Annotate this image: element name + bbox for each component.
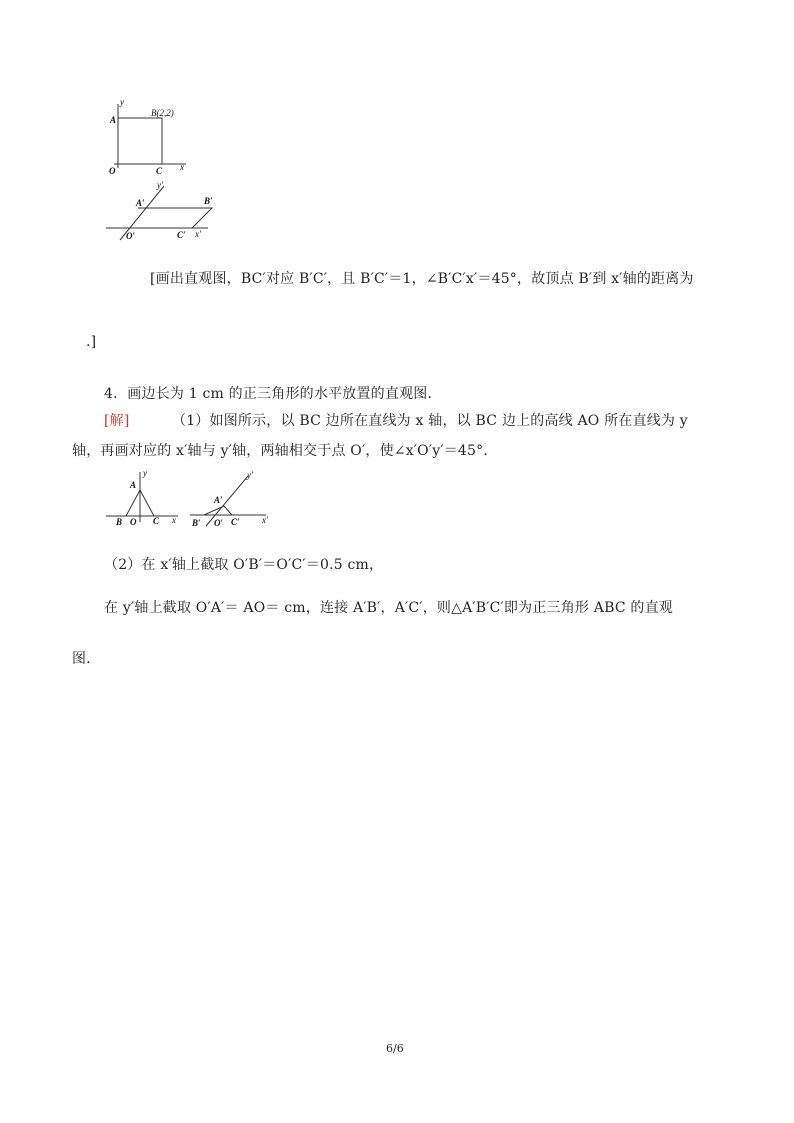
fig2-label-o: O <box>130 517 137 527</box>
fig2-label-y: y <box>143 468 147 478</box>
fig1-label-b2: B′ <box>204 196 213 206</box>
fig1-label-c2: C′ <box>177 230 186 240</box>
fig2-label-c2: C′ <box>231 517 240 527</box>
fig1-label-a2: A′ <box>136 198 145 208</box>
fig2-label-y2: y′ <box>247 470 253 480</box>
fig1-label-o: O <box>109 166 116 176</box>
fig1-label-y2: y′ <box>157 180 163 190</box>
fig2-label-x2: x′ <box>262 515 268 525</box>
figure-square-oblique <box>100 96 230 244</box>
fig1-label-y: y <box>120 97 124 107</box>
para1-line2: .] <box>86 334 97 350</box>
fig2-label-a: A <box>130 480 137 490</box>
para1-line1: [画出直观图，BC′对应 B′C′，且 B′C′＝1，∠B′C′x′＝45°，故顶点 B′到 x′轴的距离为 <box>150 271 694 287</box>
fig2-label-x: x <box>172 515 176 525</box>
step2-line3: 图． <box>72 651 101 667</box>
fig1-label-a: A <box>110 115 117 125</box>
problem4-title: 4．画边长为 1 cm 的正三角形的水平放置的直观图． <box>104 386 442 402</box>
step1-line1: （1）如图所示，以 BC 边所在直线为 x 轴，以 BC 边上的高线 AO 所在直线为 y <box>172 413 688 429</box>
fig2-label-a2: A′ <box>214 495 223 505</box>
figure-triangle-oblique <box>100 466 280 532</box>
fig1-label-c: C <box>156 166 163 176</box>
fig1-label-x2: x′ <box>195 229 201 239</box>
fig2-label-b2: B′ <box>192 518 201 528</box>
fig1-label-x: x <box>180 162 184 172</box>
step2-line1: （2）在 x′轴上截取 O′B′＝O′C′＝0.5 cm， <box>104 557 384 573</box>
fig1-label-b: B(2,2) <box>151 108 174 118</box>
step1-line2: 轴，再画对应的 x′轴与 y′轴，两轴相交于点 O′，使∠x′O′y′＝45°. <box>72 443 488 459</box>
fig2-label-o2: O′ <box>214 518 224 528</box>
fig2-label-c: C <box>153 516 160 526</box>
solution-label: [解] <box>104 413 130 429</box>
fig2-label-b: B <box>116 517 123 527</box>
fig1-label-o2: O′ <box>126 231 136 241</box>
page-number: 6/6 <box>386 1042 404 1055</box>
step2-line2: 在 y′轴上截取 O′A′＝ AO＝ cm，连接 A′B′，A′C′，则△A′B′C′即为正三角形 ABC 的直观 <box>104 600 674 616</box>
